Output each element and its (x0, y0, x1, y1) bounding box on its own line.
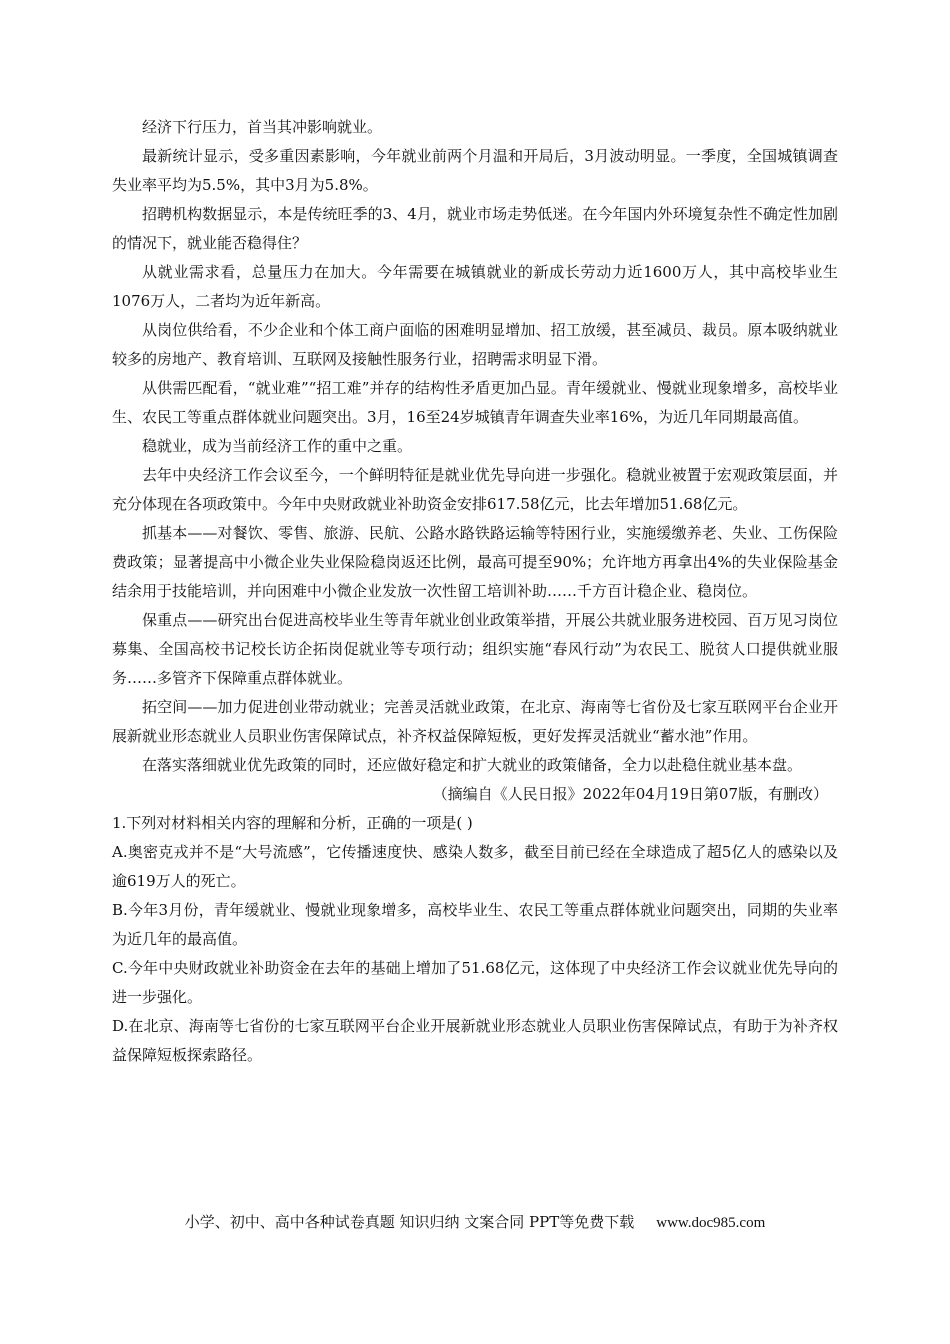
article-paragraph: 从供需匹配看，“就业难”“招工难”并存的结构性矛盾更加凸显。青年缓就业、慢就业现象增多，高校毕业生、农民工等重点群体就业问题突出。3月，16至24岁城镇青年调查失业率16%，为近几年同期最高值。 (112, 379, 838, 426)
article-paragraph: 从就业需求看，总量压力在加大。今年需要在城镇就业的新成长劳动力近1600万人，其中高校毕业生1076万人，二者均为近年新高。 (112, 263, 838, 310)
article-paragraph: 从岗位供给看，不少企业和个体工商户面临的困难明显增加、招工放缓，甚至减员、裁员。原本吸纳就业较多的房地产、教育培训、互联网及接触性服务行业，招聘需求明显下滑。 (112, 321, 838, 368)
option-d: D.在北京、海南等七省份的七家互联网平台企业开展新就业形态就业人员职业伤害保障试点，有助于为补齐权益保障短板探索路径。 (112, 1017, 838, 1064)
article-paragraph: 最新统计显示，受多重因素影响，今年就业前两个月温和开局后，3月波动明显。一季度，全国城镇调查失业率平均为5.5%，其中3月为5.8%。 (112, 147, 838, 194)
article-paragraph: 保重点——研究出台促进高校毕业生等青年就业创业政策举措，开展公共就业服务进校园、百万见习岗位募集、全国高校书记校长访企拓岗促就业等专项行动；组织实施“春风行动”为农民工、脱贫人口提供就业服务……多管齐下保障重点群体就业。 (112, 611, 838, 687)
article-paragraph: 拓空间——加力促进创业带动就业；完善灵活就业政策，在北京、海南等七省份及七家互联网平台企业开展新就业形态就业人员职业伤害保障试点，补齐权益保障短板，更好发挥灵活就业“蓄水池”作用。 (112, 698, 838, 745)
article-paragraph: 招聘机构数据显示，本是传统旺季的3、4月，就业市场走势低迷。在今年国内外环境复杂性不确定性加剧的情况下，就业能否稳得住？ (112, 205, 838, 252)
article-paragraph: 抓基本——对餐饮、零售、旅游、民航、公路水路铁路运输等特困行业，实施缓缴养老、失业、工伤保险费政策；显著提高中小微企业失业保险稳岗返还比例，最高可提至90%；允许地方再拿出4%的失业保险基金结余用于技能培训，并向困难中小微企业发放一次性留工培训补助……千方百计稳企业、稳岗位。 (112, 524, 838, 600)
question-stem: 1.下列对材料相关内容的理解和分析，正确的一项是( ) (112, 814, 473, 832)
article-paragraph: 经济下行压力，首当其冲影响就业。 (142, 118, 383, 136)
document-body (112, 113, 838, 1070)
option-b: B.今年3月份，青年缓就业、慢就业现象增多，高校毕业生、农民工等重点群体就业问题突出，同期的失业率为近几年的最高值。 (112, 901, 838, 948)
footer-url[interactable]: www.doc985.com (656, 1215, 766, 1231)
article-paragraph: 去年中央经济工作会议至今，一个鲜明特征是就业优先导向进一步强化。稳就业被置于宏观政策层面，并充分体现在各项政策中。今年中央财政就业补助资金安排617.58亿元，比去年增加51.68亿元。 (112, 466, 838, 513)
article-source: （摘编自《人民日报》2022年04月19日第07版，有删改） (432, 785, 828, 803)
article (112, 113, 838, 809)
option-a: A.奥密克戎并不是“大号流感”，它传播速度快、感染人数多，截至目前已经在全球造成了超5亿人的感染以及逾619万人的死亡。 (112, 843, 838, 890)
page-footer (0, 1210, 950, 1235)
article-paragraph: 在落实落细就业优先政策的同时，还应做好稳定和扩大就业的政策储备，全力以赴稳住就业基本盘。 (142, 756, 803, 774)
question-block (112, 809, 838, 1070)
article-paragraph: 稳就业，成为当前经济工作的重中之重。 (142, 437, 413, 455)
footer-text: 小学、初中、高中各种试卷真题 知识归纳 文案合同 PPT等免费下载 (184, 1213, 635, 1231)
option-c: C.今年中央财政就业补助资金在去年的基础上增加了51.68亿元，这体现了中央经济工作会议就业优先导向的进一步强化。 (112, 959, 838, 1006)
